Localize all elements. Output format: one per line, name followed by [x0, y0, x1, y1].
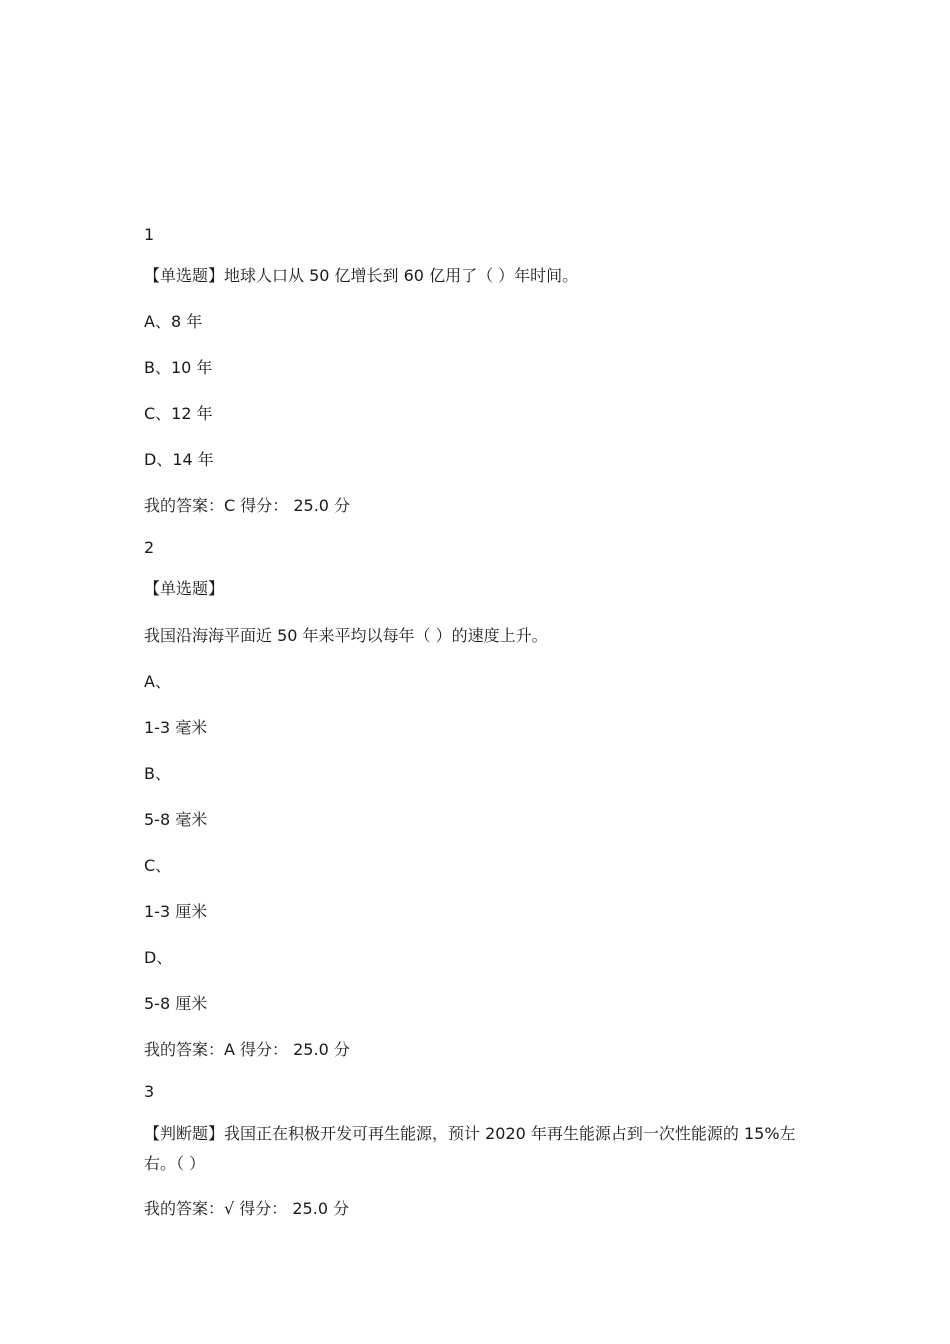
option-d-letter: D、 — [144, 948, 173, 967]
question-stem: 我国沿海海平面近 50 年来平均以每年（ ）的速度上升。 — [144, 626, 548, 645]
my-answer: 我的答案：A 得分： 25.0 分 — [144, 1040, 350, 1059]
option-a: A、8 年 — [144, 312, 203, 331]
question-stem: 【单选题】地球人口从 50 亿增长到 60 亿用了（ ）年时间。 — [144, 266, 579, 285]
question-number: 3 — [144, 1082, 155, 1101]
option-c-text: 1-3 厘米 — [144, 902, 208, 921]
option-c-letter: C、 — [144, 856, 172, 875]
question-stem: 【判断题】我国正在积极开发可再生能源，预计 2020 年再生能源占到一次性能源的 15%左右。（ ） — [144, 1124, 796, 1173]
question-number: 2 — [144, 538, 155, 557]
option-b: B、10 年 — [144, 358, 213, 377]
option-d-text: 5-8 厘米 — [144, 994, 208, 1013]
option-a-letter: A、 — [144, 672, 171, 691]
option-b-letter: B、 — [144, 764, 171, 783]
question-number: 1 — [144, 225, 155, 244]
option-b-text: 5-8 毫米 — [144, 810, 208, 829]
option-c: C、12 年 — [144, 404, 213, 423]
option-d: D、14 年 — [144, 450, 214, 469]
my-answer: 我的答案：C 得分： 25.0 分 — [144, 496, 351, 515]
option-a-text: 1-3 毫米 — [144, 718, 208, 737]
question-type: 【单选题】 — [144, 579, 225, 598]
my-answer: 我的答案：√ 得分： 25.0 分 — [144, 1199, 350, 1218]
